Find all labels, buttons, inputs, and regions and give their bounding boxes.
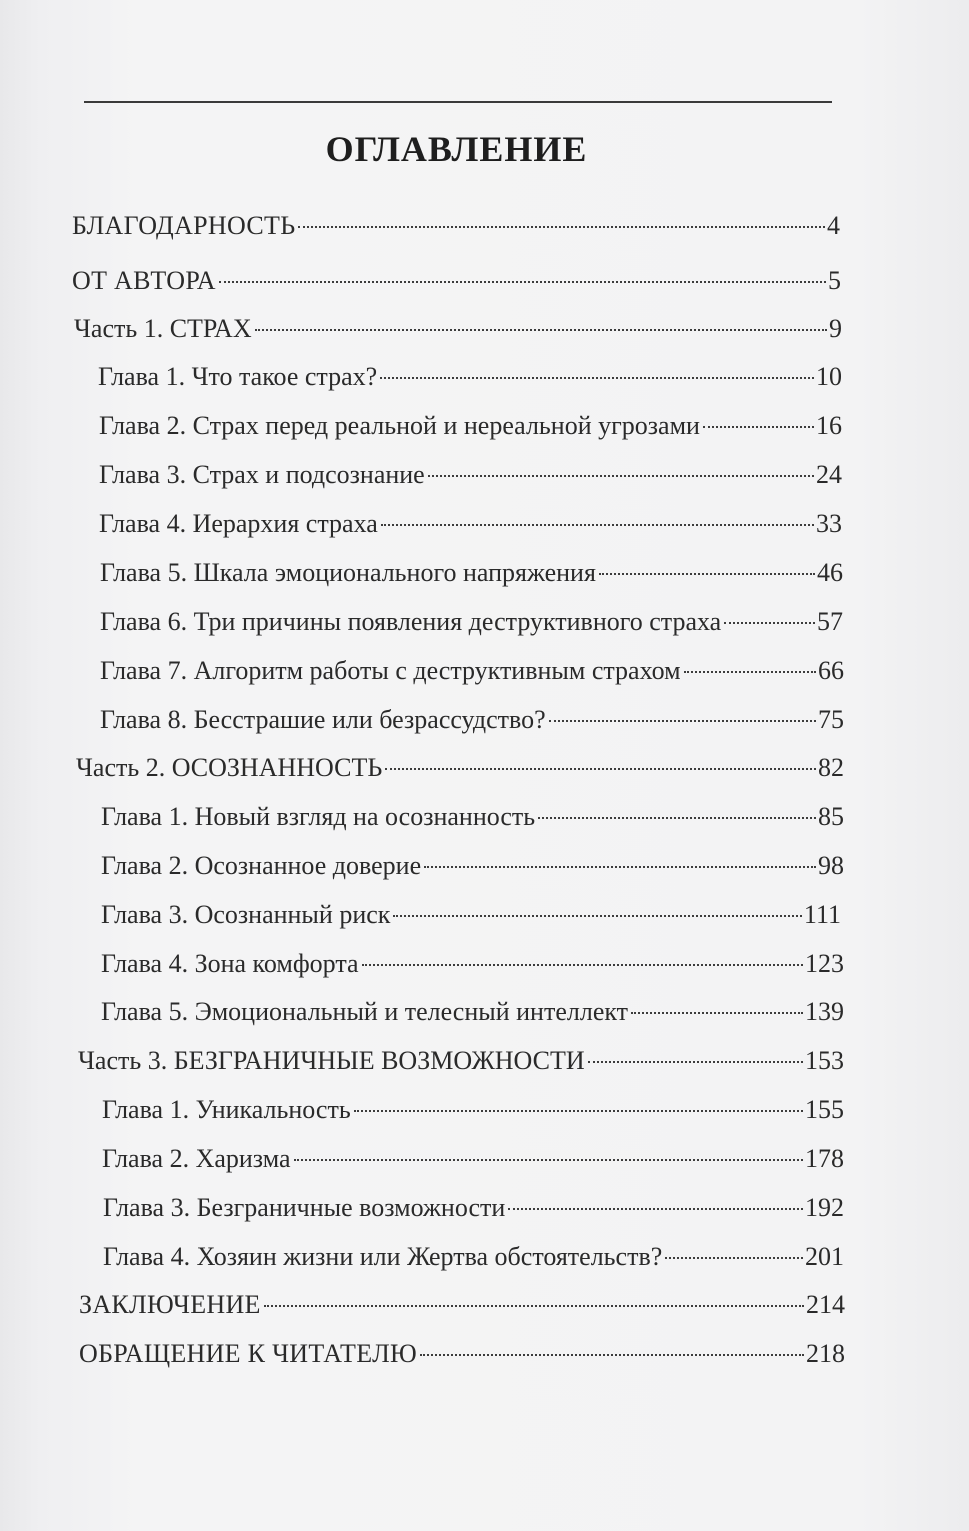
toc-entry: [72, 264, 841, 298]
toc-entry-page: 16: [816, 411, 842, 440]
toc-entry-page: 75: [818, 705, 844, 734]
toc-entry: [101, 898, 841, 932]
toc-entry-page: 178: [805, 1144, 844, 1173]
toc-entry: [100, 556, 843, 590]
toc-entry-label: Глава 1. Уникальность: [102, 1095, 351, 1124]
toc-entry-page: 24: [816, 460, 842, 489]
toc-dot-leader: [549, 720, 816, 722]
toc-entry-label: Глава 7. Алгоритм работы с деструктивным страхом: [100, 656, 681, 685]
toc-dot-leader: [381, 524, 814, 526]
page-title: ОГЛАВЛЕНИЕ: [325, 129, 588, 169]
toc-entry: [72, 209, 840, 243]
toc-entry: [76, 751, 844, 785]
toc-entry-label: Глава 6. Три причины появления деструктивного страха: [100, 607, 722, 636]
toc-dot-leader: [684, 671, 816, 673]
toc-entry-label: Глава 4. Иерархия страха: [99, 509, 378, 538]
toc-dot-leader: [508, 1208, 803, 1210]
toc-entry: [99, 458, 842, 492]
toc-entry-page: 218: [806, 1339, 845, 1368]
toc-dot-leader: [264, 1305, 804, 1307]
toc-entry-label: Глава 3. Безграничные возможности: [103, 1193, 506, 1222]
top-rule: [84, 101, 832, 103]
toc-entry-page: 10: [816, 362, 842, 391]
toc-entry: [101, 849, 844, 883]
toc-dot-leader: [724, 622, 815, 624]
toc-entry-label: Глава 5. Эмоциональный и телесный интеллект: [101, 997, 629, 1026]
toc-dot-leader: [665, 1257, 803, 1259]
toc-entry-label: ОТ АВТОРА: [72, 266, 216, 295]
toc-entry-label: Глава 1. Что такое страх?: [98, 362, 378, 391]
toc-entry-page: 98: [818, 851, 844, 880]
toc-entry: [101, 800, 844, 834]
toc-entry: [103, 1240, 844, 1274]
toc-entry-label: Глава 8. Бесстрашие или безрассудство?: [100, 705, 546, 734]
toc-entry-page: 82: [818, 753, 844, 782]
toc-entry-label: Глава 2. Осознанное доверие: [101, 851, 422, 880]
toc-entry-page: 57: [817, 607, 843, 636]
toc-entry-page: 201: [805, 1242, 844, 1271]
toc-entry-label: Глава 4. Хозяин жизни или Жертва обстоятельств?: [103, 1242, 663, 1271]
toc-dot-leader: [255, 329, 827, 331]
toc-dot-leader: [538, 817, 816, 819]
toc-entry-label: Глава 3. Осознанный риск: [101, 900, 391, 929]
toc-entry: [102, 1142, 844, 1176]
toc-entry: [74, 312, 842, 346]
toc-entry-page: 214: [806, 1290, 845, 1319]
toc-entry: [78, 1044, 844, 1078]
toc-entry-label: Глава 2. Харизма: [102, 1144, 291, 1173]
toc-dot-leader: [219, 281, 826, 283]
toc-dot-leader: [599, 573, 815, 575]
toc-dot-leader: [631, 1012, 803, 1014]
toc-entry-label: ЗАКЛЮЧЕНИЕ: [79, 1290, 261, 1319]
toc-entry: [98, 360, 842, 394]
toc-entry-label: Глава 5. Шкала эмоционального напряжения: [100, 558, 596, 587]
toc-entry-page: 192: [805, 1193, 844, 1222]
toc-entry-page: 123: [805, 949, 844, 978]
toc-entry-page: 155: [805, 1095, 844, 1124]
toc-entry: [79, 1337, 845, 1371]
toc-entry-page: 139: [805, 997, 844, 1026]
toc-dot-leader: [393, 915, 802, 917]
toc-entry: [102, 1093, 844, 1127]
toc-dot-leader: [428, 475, 814, 477]
toc-entry: [103, 1191, 844, 1225]
toc-entry: [101, 947, 844, 981]
toc-dot-leader: [588, 1061, 803, 1063]
toc-entry-label: Глава 2. Страх перед реальной и нереальной угрозами: [99, 411, 700, 440]
toc-entry: [100, 703, 844, 737]
toc-entry: [101, 995, 844, 1029]
toc-dot-leader: [703, 426, 814, 428]
toc-entry-page: 5: [828, 266, 841, 295]
toc-entry-label: ОБРАЩЕНИЕ К ЧИТАТЕЛЮ: [79, 1339, 418, 1368]
toc-entry-page: 85: [818, 802, 844, 831]
toc-dot-leader: [362, 964, 803, 966]
toc-dot-leader: [420, 1354, 804, 1356]
toc-entry-page: 111: [803, 900, 841, 929]
toc-dot-leader: [294, 1159, 803, 1161]
toc-dot-leader: [298, 226, 825, 228]
toc-entry: [99, 507, 842, 541]
toc-entry-label: БЛАГОДАРНОСТЬ: [72, 211, 296, 240]
toc-entry-page: 9: [829, 314, 842, 343]
toc-entry: [99, 409, 842, 443]
toc-entry: [100, 605, 843, 639]
toc-entry: [100, 654, 844, 688]
toc-dot-leader: [380, 377, 814, 379]
toc-dot-leader: [424, 866, 816, 868]
toc-entry-label: Часть 3. БЕЗГРАНИЧНЫЕ ВОЗМОЖНОСТИ: [78, 1046, 585, 1075]
toc-entry-label: Глава 3. Страх и подсознание: [99, 460, 425, 489]
toc-entry-page: 153: [805, 1046, 844, 1075]
toc-entry-label: Глава 1. Новый взгляд на осознанность: [101, 802, 536, 831]
toc-dot-leader: [385, 768, 816, 770]
toc-entry-label: Глава 4. Зона комфорта: [101, 949, 359, 978]
toc-entry-label: Часть 2. ОСОЗНАННОСТЬ: [76, 753, 383, 782]
toc-entry-page: 46: [817, 558, 843, 587]
toc-dot-leader: [354, 1110, 803, 1112]
toc-entry-page: 4: [827, 211, 840, 240]
toc-entry-page: 33: [816, 509, 842, 538]
toc-entry: [79, 1288, 845, 1322]
toc-entry-label: Часть 1. СТРАХ: [74, 314, 252, 343]
toc-entry-page: 66: [818, 656, 844, 685]
